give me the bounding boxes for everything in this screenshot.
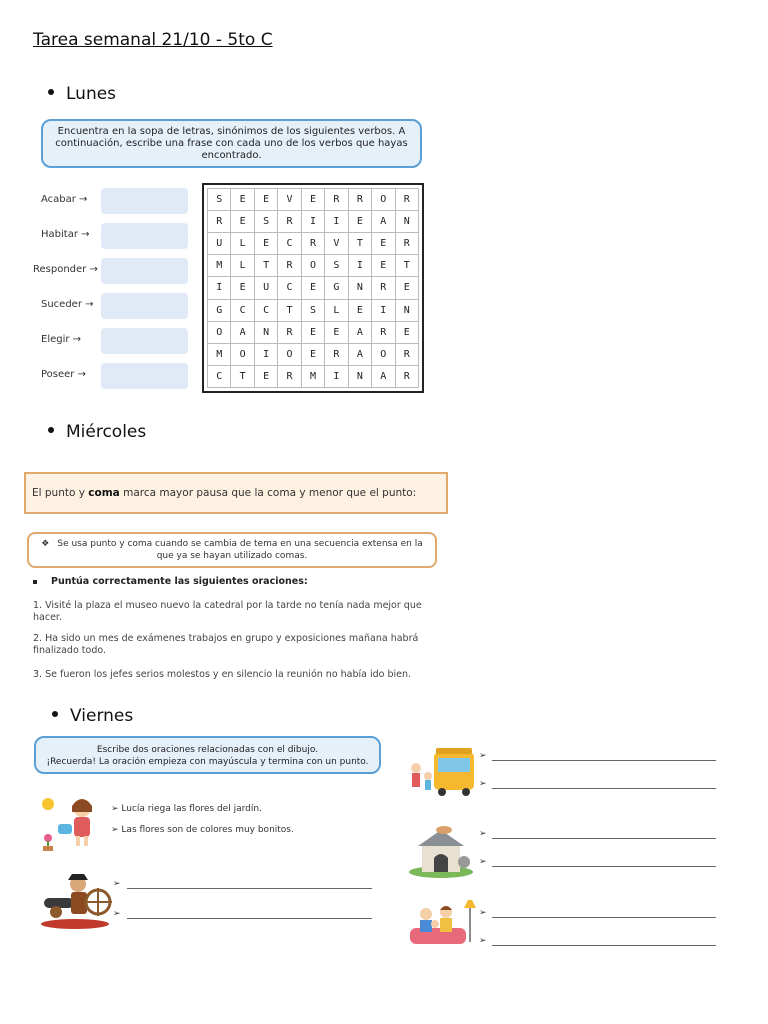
writing-line[interactable] bbox=[492, 866, 716, 867]
instructions-line: Escribe dos oraciones relacionadas con el dibujo. bbox=[96, 745, 319, 755]
grid-letter[interactable]: E bbox=[254, 365, 277, 387]
arrow-bullet-icon: ➢ bbox=[479, 829, 487, 839]
grid-letter[interactable]: N bbox=[348, 365, 371, 387]
grid-letter[interactable]: R bbox=[278, 211, 301, 233]
grid-letter[interactable]: C bbox=[278, 233, 301, 255]
day-label: Viernes bbox=[70, 706, 134, 726]
grid-letter[interactable]: E bbox=[372, 233, 395, 255]
grid-letter[interactable]: T bbox=[254, 255, 277, 277]
grid-letter[interactable]: A bbox=[231, 321, 254, 343]
grid-letter[interactable]: E bbox=[231, 277, 254, 299]
grid-letter[interactable]: I bbox=[348, 255, 371, 277]
writing-line[interactable] bbox=[492, 788, 716, 789]
sun-icon bbox=[42, 798, 54, 810]
rule-box bbox=[27, 532, 437, 568]
grid-letter[interactable]: O bbox=[231, 343, 254, 365]
arrow-bullet-icon: ➢ bbox=[479, 751, 487, 761]
grid-letter[interactable]: I bbox=[325, 211, 348, 233]
bullet-icon bbox=[52, 711, 58, 717]
grid-letter[interactable]: E bbox=[301, 321, 324, 343]
grid-letter[interactable]: E bbox=[372, 255, 395, 277]
viernes-instructions bbox=[34, 736, 381, 774]
grid-letter[interactable]: N bbox=[348, 277, 371, 299]
arrow-bullet-icon: ➢ bbox=[479, 936, 487, 946]
writing-line[interactable] bbox=[492, 760, 716, 761]
grid-letter[interactable]: E bbox=[325, 321, 348, 343]
sentence: 2. Ha sido un mes de exámenes trabajos en grupo y exposiciones mañana habrá finalizado todo. bbox=[33, 633, 419, 656]
grid-letter[interactable]: S bbox=[208, 189, 231, 211]
grid-letter[interactable]: E bbox=[301, 343, 324, 365]
grid-letter[interactable]: I bbox=[254, 343, 277, 365]
grid-letter[interactable]: M bbox=[301, 365, 324, 387]
square-bullet-icon bbox=[33, 580, 37, 584]
grid-letter[interactable]: A bbox=[372, 211, 395, 233]
grid-letter[interactable]: I bbox=[325, 365, 348, 387]
grid-row bbox=[208, 343, 419, 365]
grid-row bbox=[208, 299, 419, 321]
instructions-line: ¡Recuerda! La oración empieza con mayúscula y termina con un punto. bbox=[46, 757, 369, 767]
grid-letter[interactable]: U bbox=[254, 277, 277, 299]
grid-row bbox=[208, 189, 419, 211]
grid-letter[interactable]: R bbox=[372, 321, 395, 343]
grid-letter[interactable]: L bbox=[325, 299, 348, 321]
grid-letter[interactable]: O bbox=[301, 255, 324, 277]
grid-letter[interactable]: E bbox=[395, 277, 419, 299]
grid-letter[interactable]: E bbox=[395, 321, 419, 343]
grid-letter[interactable]: R bbox=[395, 233, 419, 255]
sofa-icon bbox=[410, 928, 466, 944]
lunes-instructions: Encuentra en la sopa de letras, sinónimos de los siguientes verbos. A continuación, escribe una frase con cada uno de los verbos que hayas encontrado. bbox=[41, 119, 422, 168]
grid-letter[interactable]: E bbox=[231, 211, 254, 233]
grid-letter[interactable]: R bbox=[395, 343, 419, 365]
grid-letter[interactable]: C bbox=[231, 299, 254, 321]
flower-icon bbox=[44, 834, 52, 842]
grid-letter[interactable]: M bbox=[208, 343, 231, 365]
grid-letter[interactable]: O bbox=[372, 189, 395, 211]
school-bus-illustration bbox=[406, 746, 478, 798]
day-label: Miércoles bbox=[66, 422, 147, 442]
verb-label: Elegir → bbox=[41, 334, 82, 345]
grid-row bbox=[208, 233, 419, 255]
page-title: Tarea semanal 21/10 - 5to C bbox=[33, 30, 273, 50]
grid-letter[interactable]: E bbox=[254, 233, 277, 255]
grid-letter[interactable]: T bbox=[348, 233, 371, 255]
family-sofa-illustration bbox=[406, 898, 476, 952]
writing-line[interactable] bbox=[492, 838, 716, 839]
grid-letter[interactable]: S bbox=[254, 211, 277, 233]
grid-letter[interactable]: M bbox=[208, 255, 231, 277]
verb-label: Suceder → bbox=[41, 299, 94, 310]
grid-letter[interactable]: E bbox=[301, 189, 324, 211]
grid-row bbox=[208, 365, 419, 387]
arrow-bullet-icon: ➢ bbox=[111, 804, 119, 814]
writing-line[interactable] bbox=[492, 945, 716, 946]
bullet-icon bbox=[48, 427, 54, 433]
grid-letter[interactable]: E bbox=[348, 299, 371, 321]
grid-letter[interactable]: N bbox=[395, 299, 419, 321]
definition-text: El punto y bbox=[32, 487, 89, 499]
example-sentence: Lucía riega las flores del jardín. bbox=[121, 804, 262, 814]
grid-letter[interactable]: C bbox=[278, 277, 301, 299]
grid-letter[interactable]: V bbox=[278, 189, 301, 211]
grid-row bbox=[208, 321, 419, 343]
grid-letter[interactable]: A bbox=[348, 321, 371, 343]
answer-box[interactable] bbox=[101, 293, 188, 319]
grid-letter[interactable]: E bbox=[348, 211, 371, 233]
writing-line[interactable] bbox=[127, 888, 372, 889]
grid-letter[interactable]: E bbox=[231, 189, 254, 211]
bullet-icon bbox=[48, 89, 54, 95]
pirate-illustration bbox=[38, 872, 112, 930]
word-search-table bbox=[207, 188, 419, 388]
arrow-bullet-icon: ➢ bbox=[479, 857, 487, 867]
grid-letter[interactable]: R bbox=[395, 365, 419, 387]
grid-letter[interactable]: R bbox=[395, 189, 419, 211]
grid-letter[interactable]: O bbox=[208, 321, 231, 343]
doghouse-illustration bbox=[408, 824, 474, 878]
grid-letter[interactable]: E bbox=[301, 277, 324, 299]
arrow-bullet-icon: ➢ bbox=[479, 908, 487, 918]
grid-letter[interactable]: R bbox=[278, 365, 301, 387]
grid-letter[interactable]: O bbox=[278, 343, 301, 365]
example-sentence: Las flores son de colores muy bonitos. bbox=[121, 825, 294, 835]
cannon-icon bbox=[44, 898, 74, 908]
girl-watering-illustration bbox=[36, 792, 104, 852]
writing-line[interactable] bbox=[127, 918, 372, 919]
grid-letter[interactable]: I bbox=[301, 211, 324, 233]
grid-letter[interactable]: C bbox=[208, 365, 231, 387]
grid-letter[interactable]: I bbox=[208, 277, 231, 299]
grid-letter[interactable]: T bbox=[395, 255, 419, 277]
sentence: 3. Se fueron los jefes serios molestos y en silencio la reunión no había ido bien. bbox=[33, 669, 412, 680]
diamond-bullet-icon: ❖ bbox=[41, 539, 50, 549]
day-heading-lunes bbox=[48, 84, 116, 104]
task-text: Puntúa correctamente las siguientes oraciones: bbox=[51, 576, 308, 587]
sentence: 1. Visité la plaza el museo nuevo la catedral por la tarde no tenía nada mejor que hacer. bbox=[33, 600, 422, 623]
grid-letter[interactable]: S bbox=[301, 299, 324, 321]
cat-icon bbox=[436, 826, 452, 834]
rule-text: Se usa punto y coma cuando se cambia de tema en una secuencia extensa en la que ya se hayan utilizado comas. bbox=[57, 539, 423, 561]
grid-letter[interactable]: L bbox=[231, 233, 254, 255]
definition-bold: coma bbox=[88, 487, 120, 499]
grid-letter[interactable]: G bbox=[208, 299, 231, 321]
grid-letter[interactable]: R bbox=[278, 255, 301, 277]
answer-box[interactable] bbox=[101, 363, 188, 389]
watering-can-icon bbox=[58, 824, 72, 834]
definition-box bbox=[24, 472, 448, 514]
arrow-bullet-icon: ➢ bbox=[113, 909, 121, 919]
grid-letter[interactable]: R bbox=[278, 321, 301, 343]
answer-box[interactable] bbox=[101, 188, 188, 214]
verb-label: Responder → bbox=[33, 264, 98, 275]
grid-letter[interactable]: T bbox=[231, 365, 254, 387]
grid-letter[interactable]: A bbox=[372, 365, 395, 387]
grid-letter[interactable]: R bbox=[208, 211, 231, 233]
grid-letter[interactable]: U bbox=[208, 233, 231, 255]
verb-label: Habitar → bbox=[41, 229, 90, 240]
grid-row bbox=[208, 277, 419, 299]
grid-letter[interactable]: V bbox=[325, 233, 348, 255]
arrow-bullet-icon: ➢ bbox=[111, 825, 119, 835]
verb-label: Poseer → bbox=[41, 369, 86, 380]
verb-label: Acabar → bbox=[41, 194, 88, 205]
grid-letter[interactable]: S bbox=[325, 255, 348, 277]
grid-letter[interactable]: E bbox=[254, 189, 277, 211]
grid-letter[interactable]: N bbox=[395, 211, 419, 233]
grid-letter[interactable]: R bbox=[372, 277, 395, 299]
grid-letter[interactable]: O bbox=[372, 343, 395, 365]
grid-letter[interactable]: R bbox=[301, 233, 324, 255]
day-label: Lunes bbox=[66, 84, 117, 104]
word-search-grid bbox=[202, 183, 424, 393]
answer-box[interactable] bbox=[101, 223, 188, 249]
grid-letter[interactable]: G bbox=[325, 277, 348, 299]
arrow-bullet-icon: ➢ bbox=[113, 879, 121, 889]
arrow-bullet-icon: ➢ bbox=[479, 779, 487, 789]
grid-row bbox=[208, 211, 419, 233]
grid-row bbox=[208, 255, 419, 277]
answer-box[interactable] bbox=[101, 258, 188, 284]
grid-letter[interactable]: L bbox=[231, 255, 254, 277]
grid-letter[interactable]: C bbox=[254, 299, 277, 321]
day-heading-miercoles bbox=[48, 422, 146, 442]
grid-letter[interactable]: I bbox=[372, 299, 395, 321]
answer-box[interactable] bbox=[101, 328, 188, 354]
grid-letter[interactable]: R bbox=[325, 343, 348, 365]
grid-letter[interactable]: T bbox=[278, 299, 301, 321]
task-heading bbox=[33, 576, 308, 587]
grid-letter[interactable]: R bbox=[348, 189, 371, 211]
grid-letter[interactable]: N bbox=[254, 321, 277, 343]
grid-letter[interactable]: A bbox=[348, 343, 371, 365]
definition-text: marca mayor pausa que la coma y menor que el punto: bbox=[119, 487, 417, 499]
writing-line[interactable] bbox=[492, 917, 716, 918]
grid-letter[interactable]: R bbox=[325, 189, 348, 211]
day-heading-viernes bbox=[52, 706, 133, 726]
